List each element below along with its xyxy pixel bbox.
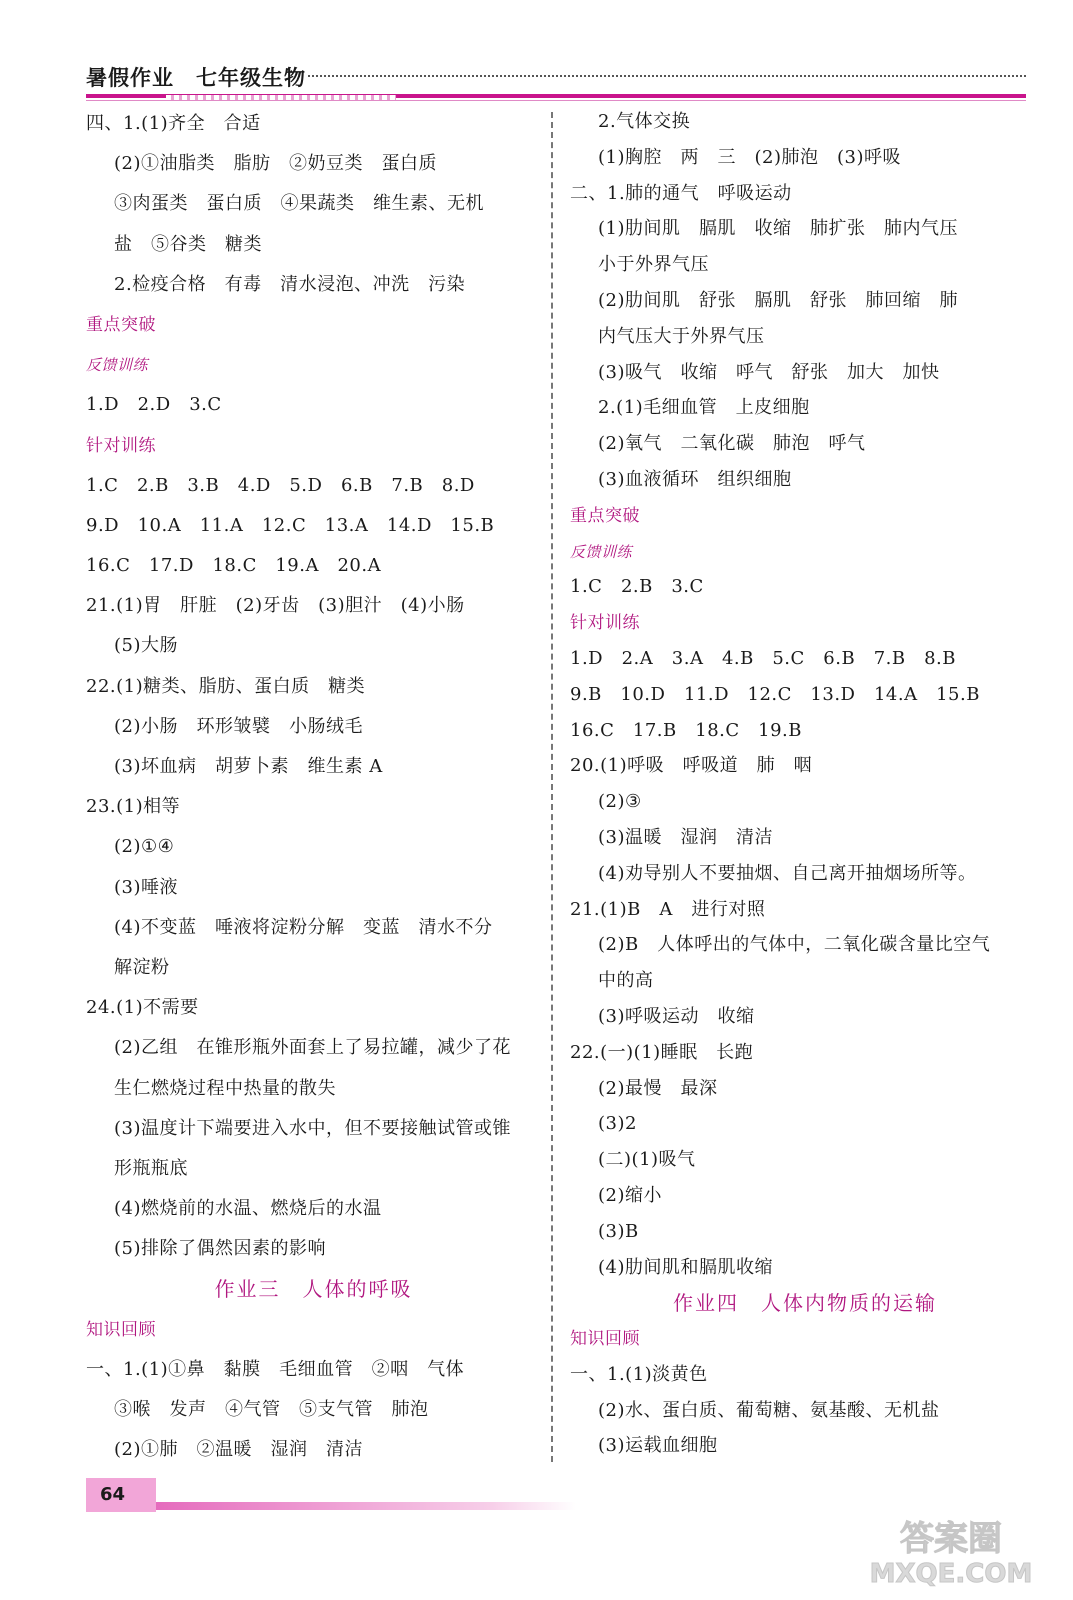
answer-line: (3)唾液 — [114, 876, 178, 898]
answer-line: 1.C 2.B 3.B 4.D 5.D 6.B 7.B 8.D — [86, 474, 475, 496]
answer-line: (2)乙组 在锥形瓶外面套上了易拉罐，减少了花 — [114, 1037, 511, 1059]
answer-line: (4)燃烧前的水温、燃烧后的水温 — [114, 1198, 382, 1220]
answer-line: 解淀粉 — [114, 956, 170, 978]
answer-line: 16.C 17.B 18.C 19.B — [570, 719, 803, 741]
answer-line: (3)B — [598, 1220, 639, 1242]
answer-line: (2)B 人体呼出的气体中，二氧化碳含量比空气 — [598, 934, 991, 956]
page-header — [86, 62, 1026, 102]
section-heading: 反馈训练 — [86, 356, 149, 375]
answer-line: (1)肋间肌 膈肌 收缩 肺扩张 肺内气压 — [598, 218, 958, 240]
answer-line: 2.检疫合格 有毒 清水浸泡、冲洗 污染 — [114, 273, 466, 295]
answer-line: 2.(1)毛细血管 上皮细胞 — [598, 397, 810, 419]
answer-line: 一、1.(1)①鼻 黏膜 毛细血管 ②咽 气体 — [86, 1358, 465, 1380]
header-dotted-rule — [308, 75, 1026, 77]
book-title: 暑假作业 七年级生物 — [86, 66, 306, 90]
page-number: 64 — [86, 1478, 156, 1512]
answer-line: 23.(1)相等 — [86, 796, 181, 818]
chapter-title: 作业三 人体的呼吸 — [214, 1277, 413, 1302]
chapter-title: 作业四 人体内物质的运输 — [673, 1291, 937, 1316]
answer-line: 内气压大于外界气压 — [598, 325, 765, 347]
section-heading: 重点突破 — [570, 505, 640, 526]
section-heading: 知识回顾 — [86, 1319, 156, 1340]
answer-line: 中的高 — [598, 970, 654, 992]
answer-line: ③喉 发声 ④气管 ⑤支气管 肺泡 — [114, 1399, 429, 1420]
answer-line: 形瓶瓶底 — [114, 1157, 188, 1179]
answer-line: 一、1.(1)淡黄色 — [570, 1363, 708, 1385]
answer-line: (2)氧气 二氧化碳 肺泡 呼气 — [598, 433, 866, 455]
answer-line: 四、1.(1)齐全 合适 — [86, 113, 261, 134]
answer-line: (2)小肠 环形皱襞 小肠绒毛 — [114, 715, 363, 737]
answer-line: 9.B 10.D 11.D 12.C 13.D 14.A 15.B — [570, 683, 980, 705]
left-column — [86, 104, 541, 1470]
answer-line: (二)(1)吸气 — [598, 1149, 696, 1171]
answer-line: 小于外界气压 — [598, 254, 709, 276]
watermark-logo — [851, 1510, 1051, 1590]
answer-line: (4)劝导别人不要抽烟、自己离开抽烟场所等。 — [598, 862, 977, 884]
section-heading: 知识回顾 — [570, 1329, 640, 1350]
footer-bar — [156, 1502, 576, 1510]
answer-line: (2)肋间肌 舒张 膈肌 舒张 肺回缩 肺 — [598, 289, 958, 311]
answer-line: (4)肋间肌和膈肌收缩 — [598, 1256, 773, 1278]
answer-line: (5)大肠 — [114, 635, 178, 657]
answer-line: 盐 ⑤谷类 糖类 — [114, 233, 262, 255]
answer-line: 24.(1)不需要 — [86, 997, 199, 1019]
watermark-top: 答案圈 — [900, 1519, 1002, 1559]
answer-line: 22.(一)(1)睡眠 长跑 — [570, 1041, 754, 1063]
section-heading: 重点突破 — [86, 314, 156, 335]
answer-line: (2)①肺 ②温暖 湿润 清洁 — [114, 1439, 363, 1461]
answer-line: (2)水、蛋白质、葡萄糖、氨基酸、无机盐 — [598, 1399, 940, 1421]
answer-line: 2.气体交换 — [598, 111, 691, 132]
answer-line: (4)不变蓝 唾液将淀粉分解 变蓝 清水不分 — [114, 916, 493, 938]
answer-line: 9.D 10.A 11.A 12.C 13.A 14.D 15.B — [86, 514, 495, 536]
answer-line: (1)胸腔 两 三 (2)肺泡 (3)呼吸 — [598, 146, 901, 168]
answer-line: (3)坏血病 胡萝卜素 维生素 A — [114, 756, 383, 777]
answer-line: (2)③ — [598, 791, 642, 813]
answer-line: 1.C 2.B 3.C — [570, 576, 704, 598]
section-heading: 针对训练 — [86, 435, 156, 456]
answer-line: 21.(1)胃 肝脏 (2)牙齿 (3)胆汁 (4)小肠 — [86, 595, 465, 617]
answer-line: 生仁燃烧过程中热量的散失 — [114, 1077, 336, 1099]
answer-line: (5)排除了偶然因素的影响 — [114, 1238, 326, 1260]
answer-line: (2)①④ — [114, 836, 175, 858]
answer-line: (2)最慢 最深 — [598, 1077, 718, 1099]
header-band-thin — [86, 100, 1026, 101]
answer-line: (2)缩小 — [598, 1184, 662, 1206]
page-footer — [86, 1478, 566, 1512]
answer-line: 22.(1)糖类、脂肪、蛋白质 糖类 — [86, 675, 366, 697]
right-column — [570, 104, 1040, 1464]
answer-line: ③肉蛋类 蛋白质 ④果蔬类 维生素、无机 — [114, 193, 484, 215]
answer-line: 1.D 2.D 3.C — [86, 394, 222, 416]
answer-line: (3)2 — [598, 1113, 637, 1135]
section-heading: 反馈训练 — [570, 542, 633, 561]
answer-line: 16.C 17.D 18.C 19.A 20.A — [86, 555, 382, 577]
answer-line: (2)①油脂类 脂肪 ②奶豆类 蛋白质 — [114, 153, 437, 175]
answer-line: (3)运载血细胞 — [598, 1435, 718, 1457]
answer-line: (3)温度计下端要进入水中，但不要接触试管或锥 — [114, 1117, 511, 1139]
answer-line: 1.D 2.A 3.A 4.B 5.C 6.B 7.B 8.B — [570, 647, 957, 669]
answer-line: (3)血液循环 组织细胞 — [598, 468, 792, 490]
answer-line: 21.(1)B A 进行对照 — [570, 898, 766, 920]
answer-line: 二、1.肺的通气 呼吸运动 — [570, 182, 792, 204]
column-divider — [551, 112, 553, 1462]
answer-line: 20.(1)呼吸 呼吸道 肺 咽 — [570, 755, 813, 777]
answer-line: (3)呼吸运动 收缩 — [598, 1005, 755, 1027]
watermark-bottom: MXQE.COM — [869, 1559, 1033, 1589]
answer-line: (3)温暖 湿润 清洁 — [598, 826, 773, 848]
section-heading: 针对训练 — [570, 613, 640, 634]
answer-line: (3)吸气 收缩 呼气 舒张 加大 加快 — [598, 361, 940, 383]
